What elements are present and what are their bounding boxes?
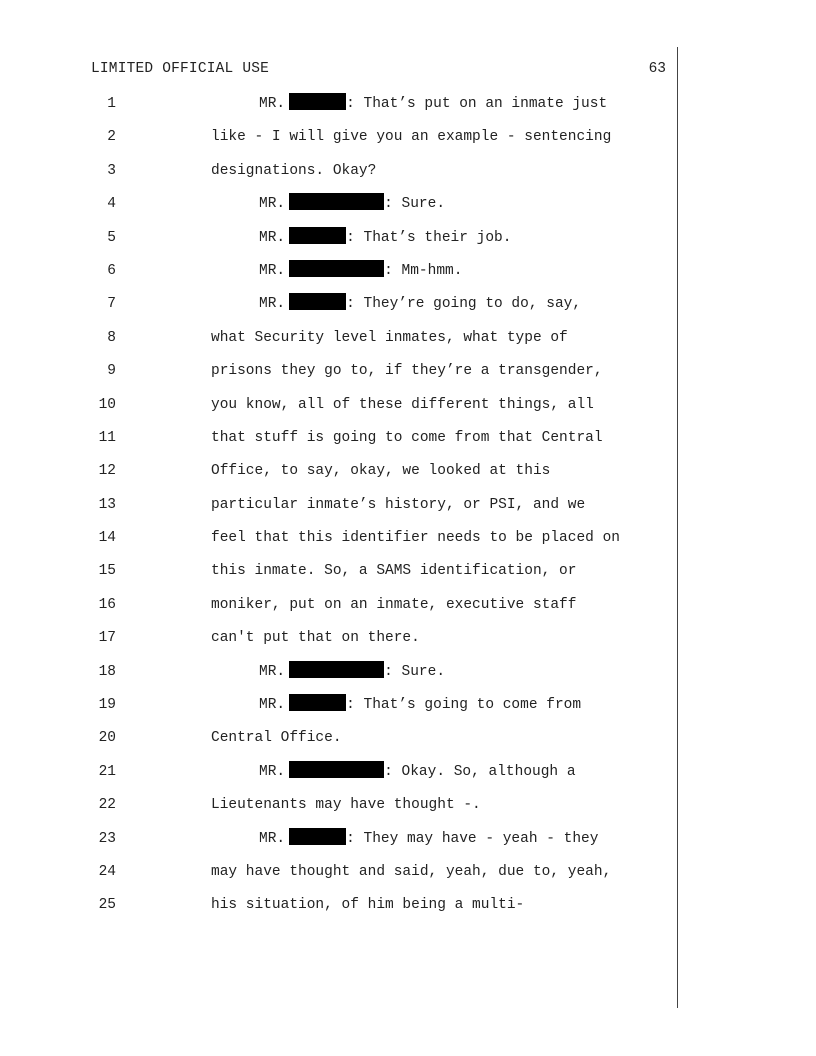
line-number: 9 [107,363,116,380]
line-number: 6 [107,262,116,279]
speaker-label: MR. [259,697,286,714]
line-body: Office, to say, okay, we looked at this [211,463,551,480]
line-number: 12 [98,463,116,480]
line-text [211,593,576,617]
transcript-line [0,426,816,459]
line-body: : That’s put on an inmate just [346,96,608,112]
transcript-line [0,259,816,292]
line-body: : Sure. [384,663,446,680]
speaker-label: MR. [259,763,286,780]
line-text [211,359,603,383]
speaker-label: MR. [259,229,286,246]
line-number: 19 [98,697,116,714]
line-number: 14 [98,530,116,547]
line-text [259,660,445,684]
line-text [211,393,594,417]
transcript-line [0,793,816,826]
line-number: 3 [107,162,116,179]
line-text [259,92,607,116]
line-body: his situation, of him being a multi- [211,897,525,914]
line-text [211,893,524,917]
redaction-box [289,227,346,244]
line-body: : They may have - yeah - they [346,830,599,847]
speaker-label: MR. [259,663,286,680]
line-text [211,159,376,183]
transcript-line [0,827,816,860]
transcript-line [0,493,816,526]
line-body: moniker, put on an inmate, executive staff [211,596,577,613]
line-text [211,326,568,350]
line-text [211,559,576,583]
redaction-box [289,694,346,711]
transcript-line [0,726,816,759]
transcript-line [0,893,816,926]
line-body: : Sure. [384,196,446,213]
line-body: prisons they go to, if they’re a transgender, [211,363,603,380]
redaction-box [289,260,384,277]
redaction-box [289,93,346,110]
line-body: like - I will give you an example - sentencing [211,129,612,146]
line-number: 8 [107,329,116,346]
line-body: may have thought and said, yeah, due to, yeah, [211,863,612,880]
redaction-box [289,828,346,845]
line-number: 7 [107,296,116,313]
line-text [211,459,550,483]
line-body: : They’re going to do, say, [346,296,582,313]
line-body: particular inmate’s history, or PSI, and we [211,496,586,513]
speaker-label: MR. [259,96,286,112]
line-text [259,693,581,717]
transcript-line [0,159,816,192]
line-text [259,192,445,216]
line-text [211,493,585,517]
classification-header: LIMITED OFFICIAL USE [91,61,270,77]
transcript-line [0,226,816,259]
line-text [211,793,481,817]
line-body: : Mm-hmm. [384,262,463,279]
line-text [211,125,611,149]
transcript-line [0,693,816,726]
speaker-label: MR. [259,296,286,313]
redaction-box [289,193,384,210]
line-body: designations. Okay? [211,162,377,179]
redaction-box [289,293,346,310]
line-number: 24 [98,863,116,880]
transcript-line [0,559,816,592]
line-number: 13 [98,496,116,513]
line-text [259,292,581,316]
redaction-box [289,761,384,778]
line-number: 23 [98,830,116,847]
transcript-line [0,593,816,626]
line-number: 4 [107,196,116,213]
line-text [211,726,342,750]
line-body: Lieutenants may have thought -. [211,797,481,814]
line-text [211,426,603,450]
speaker-label: MR. [259,262,286,279]
page-number: 63 [648,61,666,77]
line-text [259,226,511,250]
line-text [259,760,576,784]
line-number: 5 [107,229,116,246]
transcript-line [0,660,816,693]
line-number: 10 [98,396,116,413]
line-number: 1 [107,96,116,112]
line-number: 20 [98,730,116,747]
transcript-line [0,92,816,125]
transcript-line [0,860,816,893]
line-number: 17 [98,630,116,647]
line-number: 18 [98,663,116,680]
transcript-line [0,125,816,158]
transcript-line [0,526,816,559]
line-text [259,259,462,283]
line-text [259,827,598,851]
line-number: 16 [98,596,116,613]
line-text [211,526,620,550]
transcript-line [0,359,816,392]
line-number: 15 [98,563,116,580]
line-body: Central Office. [211,730,342,747]
line-body: feel that this identifier needs to be placed on [211,530,620,547]
transcript-line [0,326,816,359]
transcript-lines [0,92,816,927]
transcript-line [0,393,816,426]
line-number: 25 [98,897,116,914]
line-body: that stuff is going to come from that Central [211,429,603,446]
transcript-line [0,192,816,225]
line-number: 2 [107,129,116,146]
line-number: 11 [98,429,116,446]
line-text [211,626,420,650]
speaker-label: MR. [259,830,286,847]
line-number: 22 [98,797,116,814]
transcript-line [0,292,816,325]
line-text [211,860,611,884]
line-number: 21 [98,763,116,780]
redaction-box [289,661,384,678]
transcript-line [0,760,816,793]
speaker-label: MR. [259,196,286,213]
line-body: you know, all of these different things, all [211,396,594,413]
line-body: : That’s going to come from [346,697,582,714]
transcript-line [0,626,816,659]
line-body: can't put that on there. [211,630,420,647]
line-body: : That’s their job. [346,229,512,246]
line-body: : Okay. So, although a [384,763,576,780]
line-body: this inmate. So, a SAMS identification, or [211,563,577,580]
transcript-line [0,459,816,492]
line-body: what Security level inmates, what type of [211,329,568,346]
